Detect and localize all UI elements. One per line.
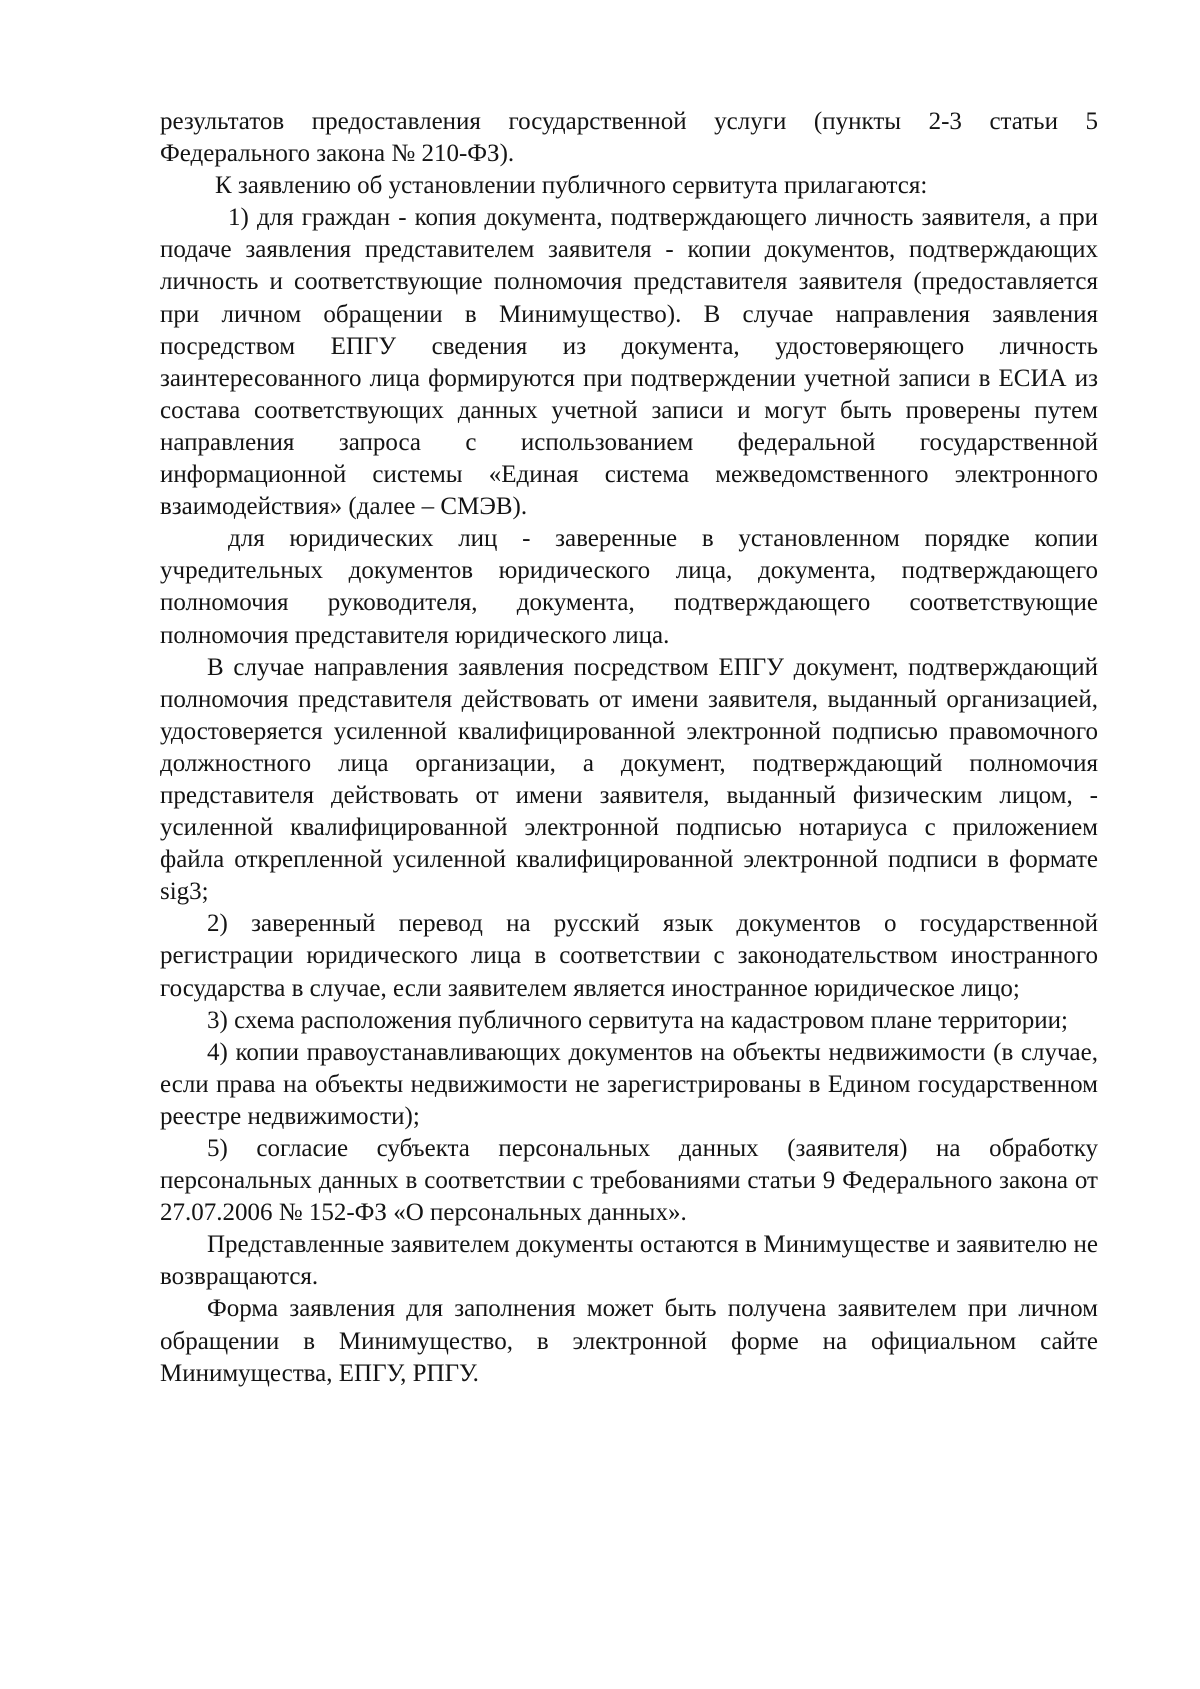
document-body — [160, 106, 1098, 1390]
paragraph-continuation: результатов предоставления государственной услуги (пункты 2-3 статьи 5 Федерального закона № 210-ФЗ). — [160, 108, 1098, 168]
paragraph-item-5-consent: 5) согласие субъекта персональных данных (заявителя) на обработку персональных данных в соответствии с требованиями статьи 9 Федерального закона от 27.07.2006 № 152-ФЗ «О персональных данных». — [160, 1135, 1098, 1227]
paragraph-item-1-citizens: 1) для граждан - копия документа, подтверждающего личность заявителя, а при подаче заявления представителем заявителя - копии документов, подтверждающих личность и соответствующие полномочия представителя заявителя (предоставляется при личном обращении в Минимущество). В случае направления заявления посредством ЕПГУ сведения из документа, удостоверяющего личность заинтересованного лица формируются при подтверждении учетной записи в ЕСИА из состава соответствующих данных учетной записи и могут быть проверены путем направления запроса с использованием федеральной государственной информационной системы «Единая система межведомственного электронного взаимодействия» (далее – СМЭВ). — [160, 204, 1098, 521]
paragraph-item-3-scheme: 3) схема расположения публичного сервитута на кадастровом плане территории; — [207, 1006, 1068, 1034]
paragraph-documents-retained: Представленные заявителем документы остаются в Минимуществе и заявителю не возвращаются. — [160, 1231, 1098, 1291]
paragraph-item-4-copies: 4) копии правоустанавливающих документов на объекты недвижимости (в случае, если права на объекты недвижимости не зарегистрированы в Едином государственном реестре недвижимости); — [160, 1038, 1098, 1130]
paragraph-application-form: Форма заявления для заполнения может быть получена заявителем при личном обращении в Минимущество, в электронной форме на официальном сайте Минимущества, ЕПГУ, РПГУ. — [160, 1295, 1098, 1387]
paragraph-item-2-translation: 2) заверенный перевод на русский язык документов о государственной регистрации юридического лица в соответствии с законодательством иностранного государства в случае, если заявителем является иностранное юридическое лицо; — [160, 910, 1098, 1002]
paragraph-epgu-authority: В случае направления заявления посредством ЕПГУ документ, подтверждающий полномочия представителя действовать от имени заявителя, выданный организацией, удостоверяется усиленной квалифицированной электронной подписью правомочного должностного лица организации, а документ, подтверждающий полномочия представителя действовать от имени заявителя, выданный физическим лицом, - усиленной квалифицированной электронной подписью нотариуса с приложением файла открепленной усиленной квалифицированной электронной подписи в формате sig3; — [160, 653, 1098, 906]
paragraph-legal-entities: для юридических лиц - заверенные в установленном порядке копии учредительных документов юридического лица, документа, подтверждающего полномочия руководителя, документа, подтверждающего соответствующие полномочия представителя юридического лица. — [160, 525, 1098, 649]
paragraph-attachments-intro: К заявлению об установлении публичного сервитута прилагаются: — [215, 172, 928, 200]
